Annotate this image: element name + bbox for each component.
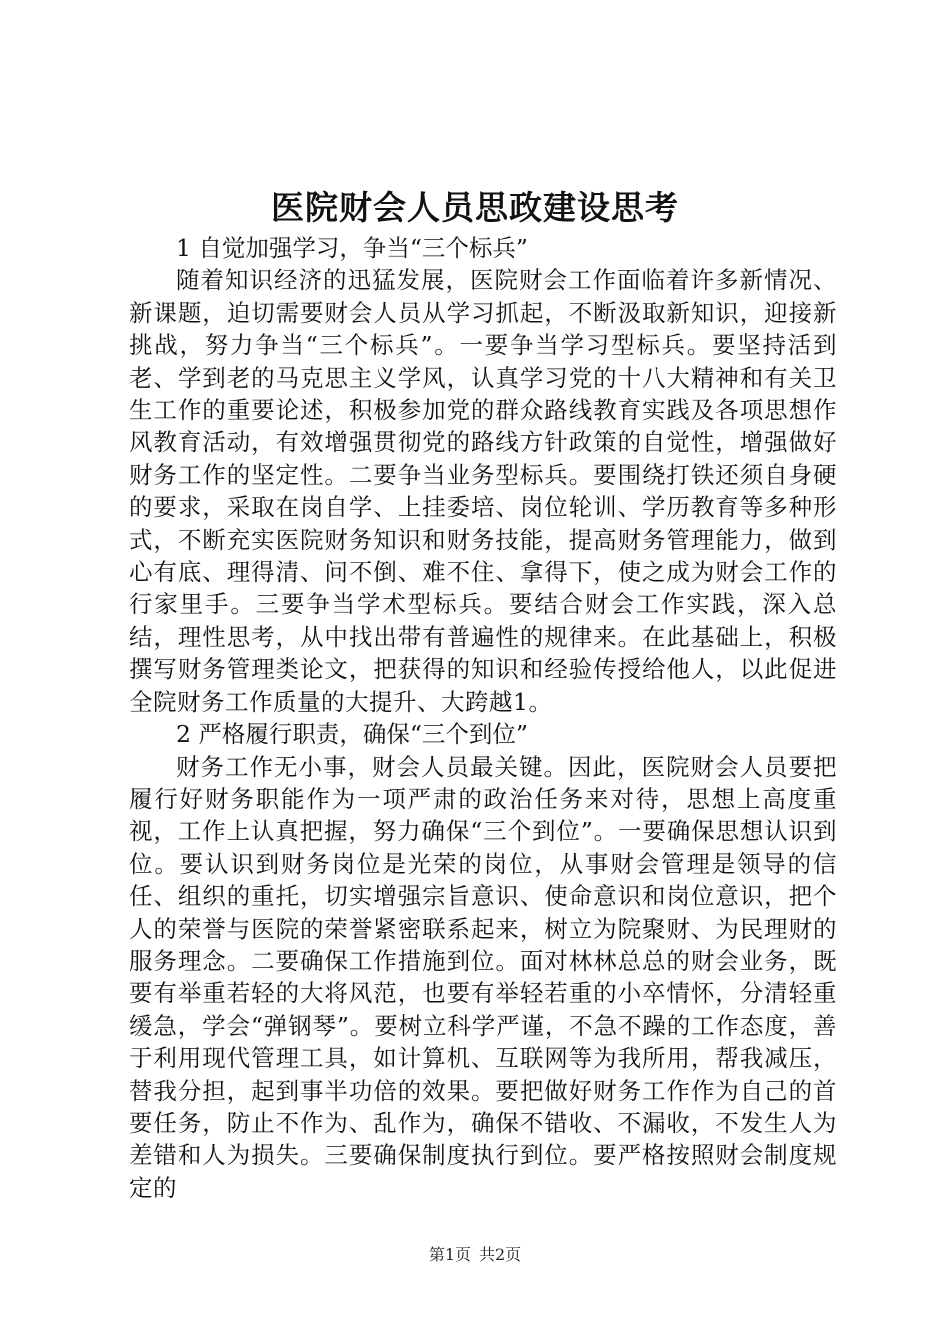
section-paragraph: 财务工作无小事，财会人员最关键。因此，医院财会人员要把履行好财务职能作为一项严肃的政治任务来对待，思想上高度重视，工作上认真把握，努力确保“三个到位”。一要确保思想认识到位。要认识到财务岗位是光荣的岗位，从事财会管理是领导的信任、组织的重托，切实增强宗旨意识、使命意识和岗位意识，把个人的荣誉与医院的荣誉紧密联系起来，树立为院聚财、为民理财的服务理念。二要确保工作措施到位。面对林林总总的财会业务，既要有举重若轻的大将风范，也要有举轻若重的小卒情怀，分清轻重缓急，学会“弹钢琴”。要树立科学严谨，不急不躁的工作态度，善于利用现代管理工具，如计算机、互联网等为我所用，帮我减压，替我分担，起到事半功倍的效果。要把做好财务工作作为自己的首要任务，防止不作为、乱作为，确保不错收、不漏收，不发生人为差错和人为损失。三要确保制度执行到位。要严格按照财会制度规定的: [129, 752, 837, 1202]
page-footer: [0, 1244, 950, 1266]
document-title: 医院财会人员思政建设思考: [271, 188, 679, 227]
page-number: 第1页: [428, 1245, 471, 1264]
section-heading: 2 严格履行职责，确保“三个到位”: [176, 720, 528, 749]
document-body: [129, 232, 837, 1204]
section-heading: 1 自觉加强学习，争当“三个标兵”: [176, 234, 528, 262]
section-paragraph: 随着知识经济的迅猛发展，医院财会工作面临着许多新情况、新课题，迫切需要财会人员从学习抓起，不断汲取新知识，迎接新挑战，努力争当“三个标兵”。一要争当学习型标兵。要坚持活到老、学到老的马克思主义学风，认真学习党的十八大精神和有关卫生工作的重要论述，积极参加党的群众路线教育实践及各项思想作风教育活动，有效增强贯彻党的路线方针政策的自觉性，增强做好财务工作的坚定性。二要争当业务型标兵。要围绕打铁还须自身硬的要求，采取在岗自学、上挂委培、岗位轮训、学历教育等多种形式，不断充实医院财务知识和财务技能，提高财务管理能力，做到心有底、理得清、问不倒、难不住、拿得下，使之成为财会工作的行家里手。三要争当学术型标兵。要结合财会工作实践，深入总结，理性思考，从中找出带有普遍性的规律来。在此基础上，积极撰写财务管理类论文，把获得的知识和经验传授给他人，以此促进全院财务工作质量的大提升、大跨越1。: [129, 266, 837, 716]
page-total: 共2页: [479, 1245, 522, 1264]
